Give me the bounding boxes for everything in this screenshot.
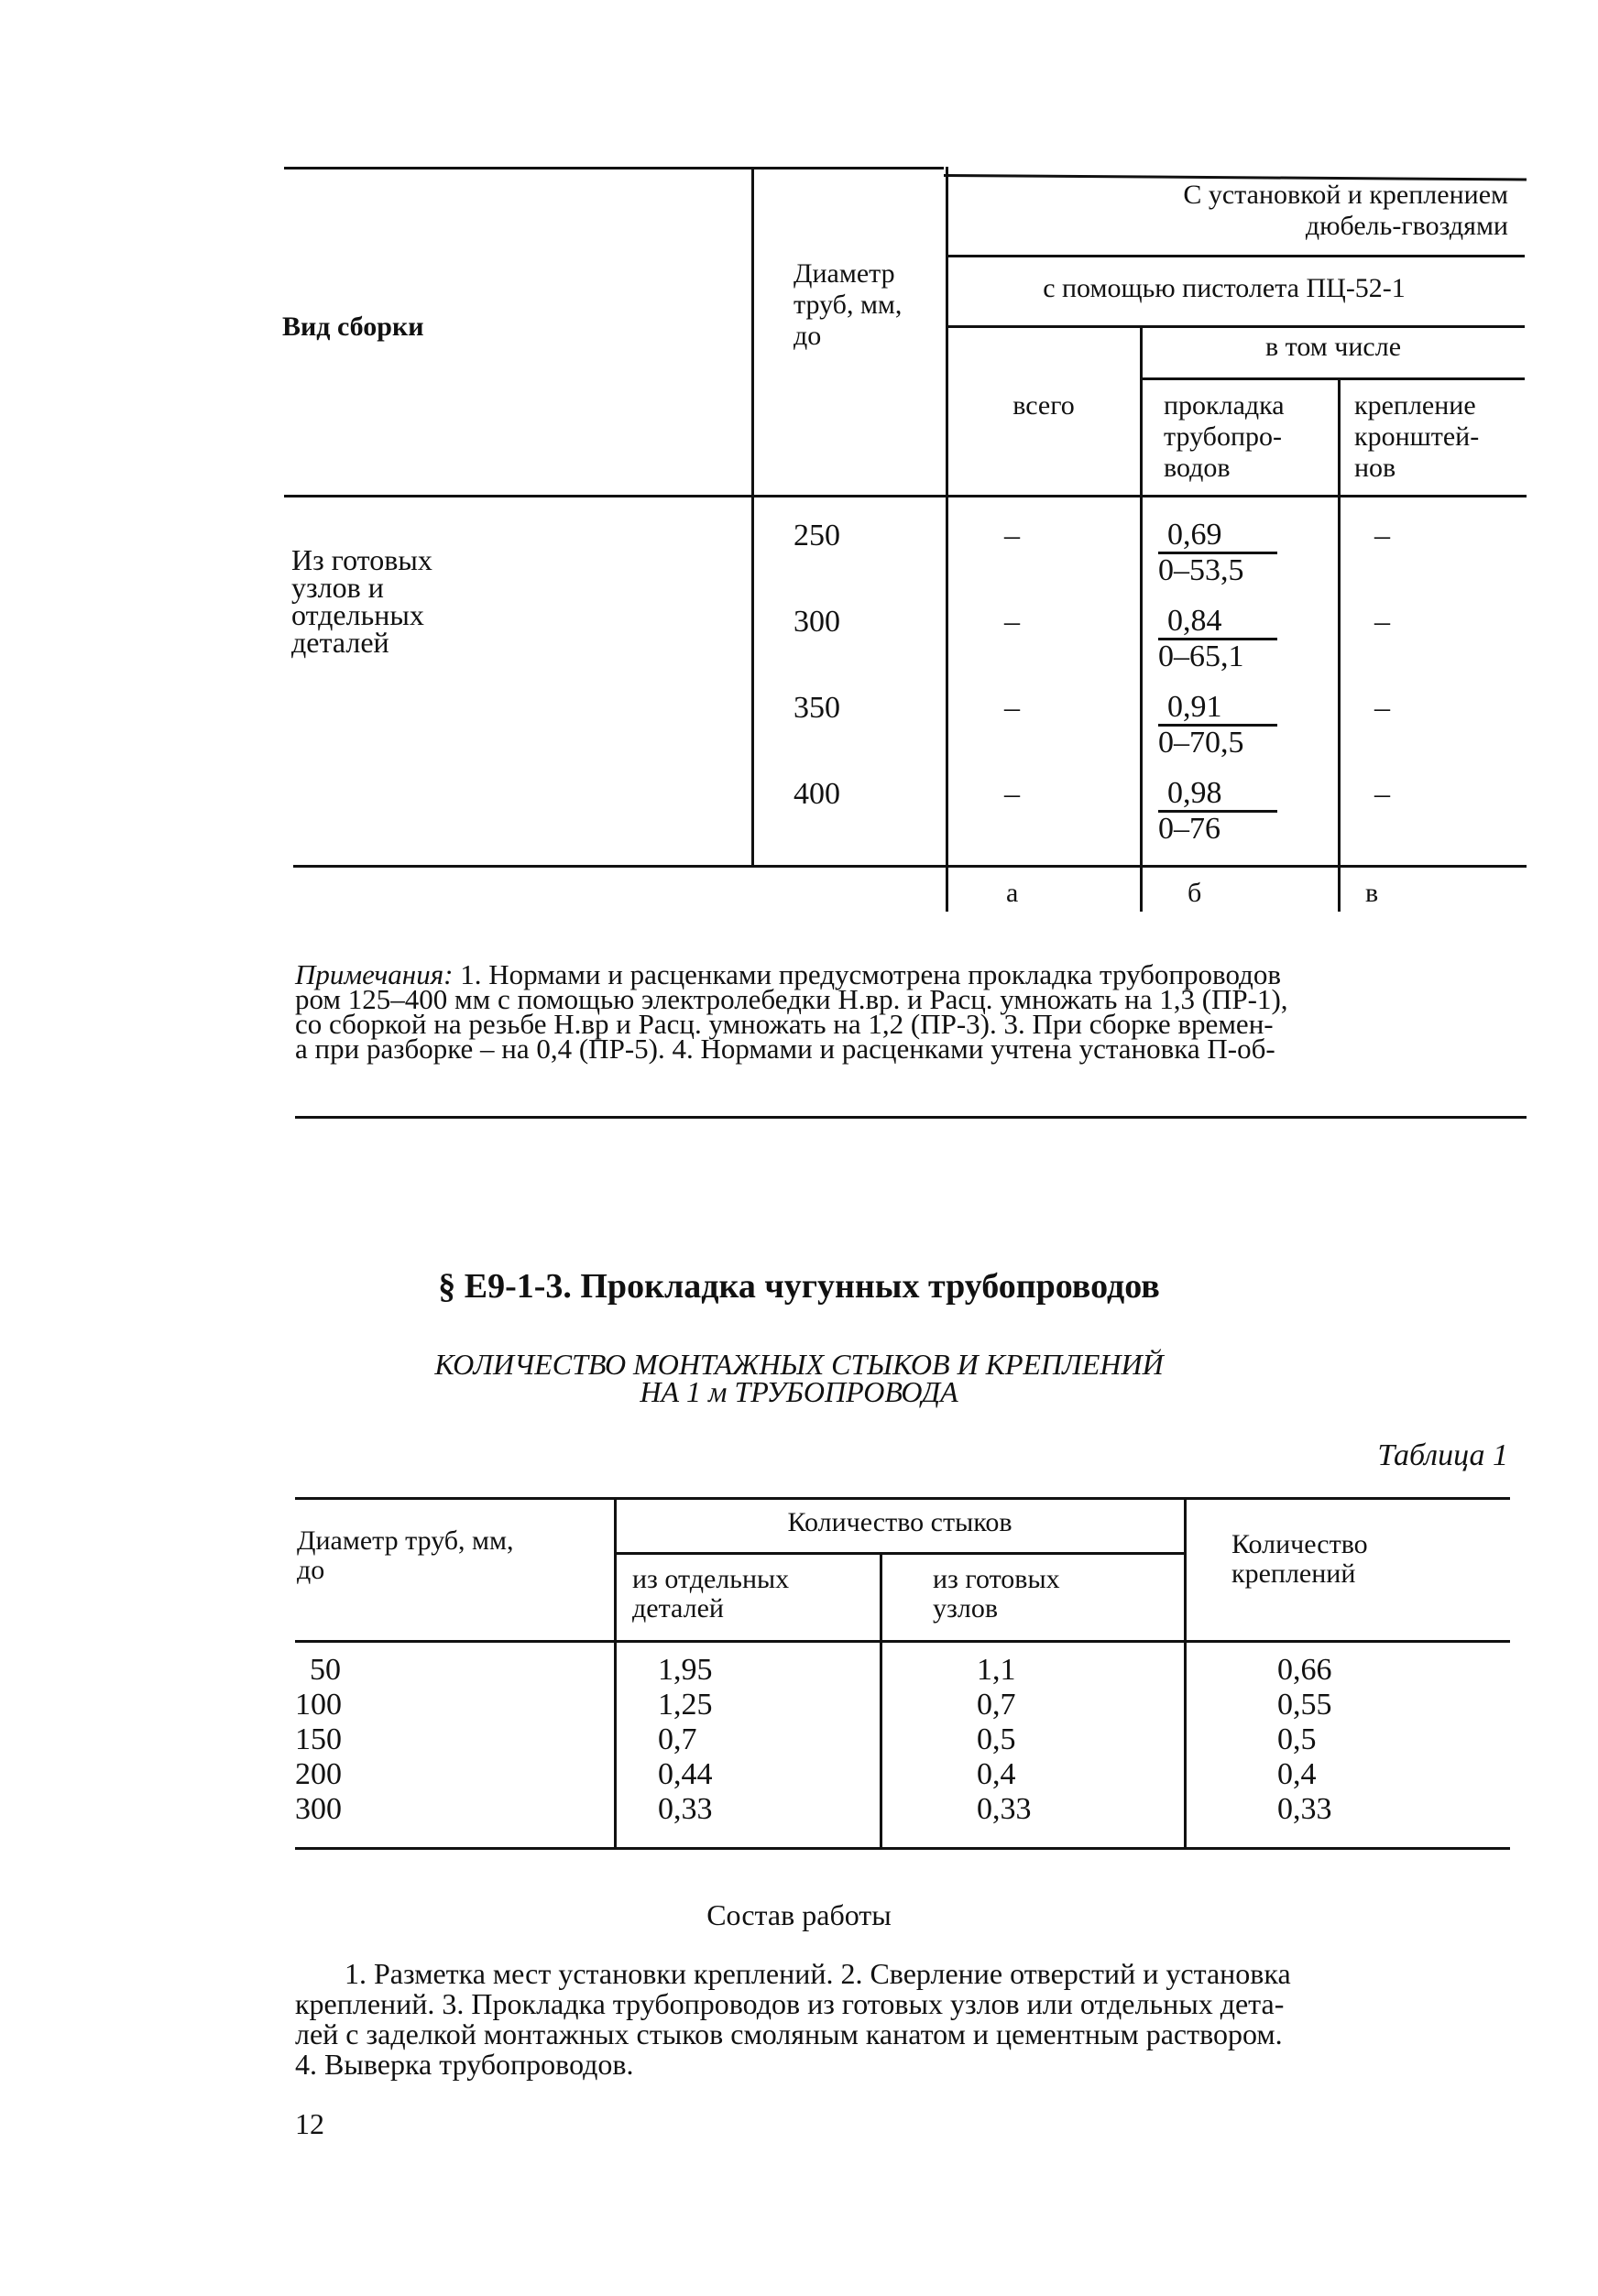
table-cell: 0,4 xyxy=(1277,1757,1317,1791)
header-stykov: Количество стыков xyxy=(787,1507,1012,1537)
table-cell: 0,66 xyxy=(1277,1653,1332,1687)
notes xyxy=(295,958,1532,1065)
otdelnyh-column xyxy=(658,1653,713,1827)
notes-line: 1. Нормами и расценками предусмотрена прокладка трубопроводов xyxy=(453,958,1281,990)
rule xyxy=(295,1640,1510,1643)
table-cell: 50 xyxy=(310,1653,341,1687)
diameter-cell: 350 xyxy=(794,691,840,725)
header-vid-sborki: Вид сборки xyxy=(282,312,424,342)
header-kreplenie: крепление кронштей- нов xyxy=(1354,390,1480,483)
page-number: 12 xyxy=(295,2107,324,2140)
header-diameter: Диаметр труб, мм, до xyxy=(794,258,903,351)
rule xyxy=(880,1552,882,1847)
gotovyh-column xyxy=(977,1653,1032,1827)
notes-line: ром 125–400 мм с помощью электролебедки Н.вр. и Расц. умножать на 1,3 (ПР-1), xyxy=(295,983,1288,1015)
rule xyxy=(751,167,754,865)
table-cell: 0,33 xyxy=(1277,1792,1332,1826)
rule xyxy=(284,167,944,169)
table-cell: 200 xyxy=(295,1757,342,1791)
table-label: Таблица 1 xyxy=(1377,1438,1508,1472)
fraction-cell: 0,69 0–53,5 xyxy=(1158,519,1277,587)
kreplenie-cell: – xyxy=(1374,691,1390,725)
vsego-cell: – xyxy=(1004,691,1020,725)
footer-b: б xyxy=(1188,878,1202,908)
table-cell: 0,44 xyxy=(658,1757,713,1791)
section-subtitle: КОЛИЧЕСТВО МОНТАЖНЫХ СТЫКОВ И КРЕПЛЕНИЙ НА 1 м ТРУБОПРОВОДА xyxy=(434,1348,1164,1408)
diameter-cell: 400 xyxy=(794,777,840,811)
table-cell: 150 xyxy=(295,1722,342,1756)
row-label: Из готовых узлов и отдельных деталей xyxy=(291,543,432,659)
header-group-mid: с помощью пистолета ПЦ-52-1 xyxy=(1043,273,1406,303)
diameter-column xyxy=(295,1653,341,1827)
table-cell: 300 xyxy=(295,1792,342,1826)
kreplenie-cell: – xyxy=(1374,605,1390,639)
rule xyxy=(295,1497,1510,1500)
table-cell: 0,5 xyxy=(1277,1722,1317,1756)
rule xyxy=(616,1552,1184,1555)
work-line: 1. Разметка мест установки креплений. 2. Сверление отверстий и установка xyxy=(345,1957,1291,1990)
vsego-cell: – xyxy=(1004,519,1020,552)
table-cell: 0,33 xyxy=(977,1792,1032,1826)
work-text xyxy=(295,1959,1514,2080)
table-cell: 0,55 xyxy=(1277,1688,1332,1722)
footer-v: в xyxy=(1365,878,1379,908)
table-cell: 0,5 xyxy=(977,1722,1016,1756)
rule xyxy=(295,1847,1510,1850)
rule xyxy=(293,865,1527,868)
header-diameter: Диаметр труб, мм, до xyxy=(297,1525,514,1585)
work-line: лей с заделкой монтажных стыков смоляным канатом и цементным раствором. xyxy=(295,2017,1283,2050)
rule xyxy=(947,325,1525,328)
header-v-tom-chisle: в том числе xyxy=(1264,332,1402,362)
header-prokladka: прокладка трубопро- водов xyxy=(1164,390,1285,483)
table-cell: 1,25 xyxy=(658,1688,713,1722)
krepleniy-column xyxy=(1277,1653,1332,1827)
rule xyxy=(1140,325,1143,912)
table-cell: 100 xyxy=(295,1688,342,1722)
header-group-top: С установкой и креплением дюбель-гвоздями xyxy=(1183,180,1508,241)
table-cell: 0,4 xyxy=(977,1757,1016,1791)
table-cell: 1,95 xyxy=(658,1653,713,1687)
rule xyxy=(1338,377,1341,912)
notes-label: Примечания: xyxy=(295,958,454,990)
rule xyxy=(1142,377,1525,380)
header-gotovyh: из готовых узлов xyxy=(933,1564,1060,1624)
fraction-cell: 0,98 0–76 xyxy=(1158,777,1277,846)
table-cell: 1,1 xyxy=(977,1653,1016,1687)
header-otdelnyh: из отдельных деталей xyxy=(632,1564,790,1624)
table-cell: 0,7 xyxy=(658,1722,697,1756)
kreplenie-cell: – xyxy=(1374,777,1390,811)
footer-a: а xyxy=(1006,878,1019,908)
table-cell: 0,7 xyxy=(977,1688,1016,1722)
diameter-cell: 250 xyxy=(794,519,840,552)
section-title: § Е9-1-3. Прокладка чугунных трубопроводов xyxy=(438,1267,1160,1306)
notes-line: а при разборке – на 0,4 (ПР-5). 4. Нормами и расценками учтена установка П-об- xyxy=(295,1033,1275,1065)
vsego-cell: – xyxy=(1004,605,1020,639)
rule xyxy=(946,167,948,912)
work-title: Состав работы xyxy=(706,1898,892,1931)
rule xyxy=(295,1116,1527,1119)
header-vsego: всего xyxy=(1012,390,1075,421)
rule xyxy=(947,255,1525,257)
fraction-cell: 0,91 0–70,5 xyxy=(1158,691,1277,760)
notes-line: со сборкой на резьбе Н.вр и Расц. умножать на 1,2 (ПР-3). 3. При сборке времен- xyxy=(295,1008,1274,1040)
work-line: 4. Выверка трубопроводов. xyxy=(295,2048,634,2081)
fraction-cell: 0,84 0–65,1 xyxy=(1158,605,1277,673)
rule xyxy=(1184,1497,1187,1847)
kreplenie-cell: – xyxy=(1374,519,1390,552)
rule xyxy=(614,1497,617,1847)
header-krepleniy: Количество креплений xyxy=(1231,1529,1368,1589)
vsego-cell: – xyxy=(1004,777,1020,811)
table-cell: 0,33 xyxy=(658,1792,713,1826)
work-line: креплений. 3. Прокладка трубопроводов из готовых узлов или отдельных дета- xyxy=(295,1987,1285,2020)
diameter-cell: 300 xyxy=(794,605,840,639)
